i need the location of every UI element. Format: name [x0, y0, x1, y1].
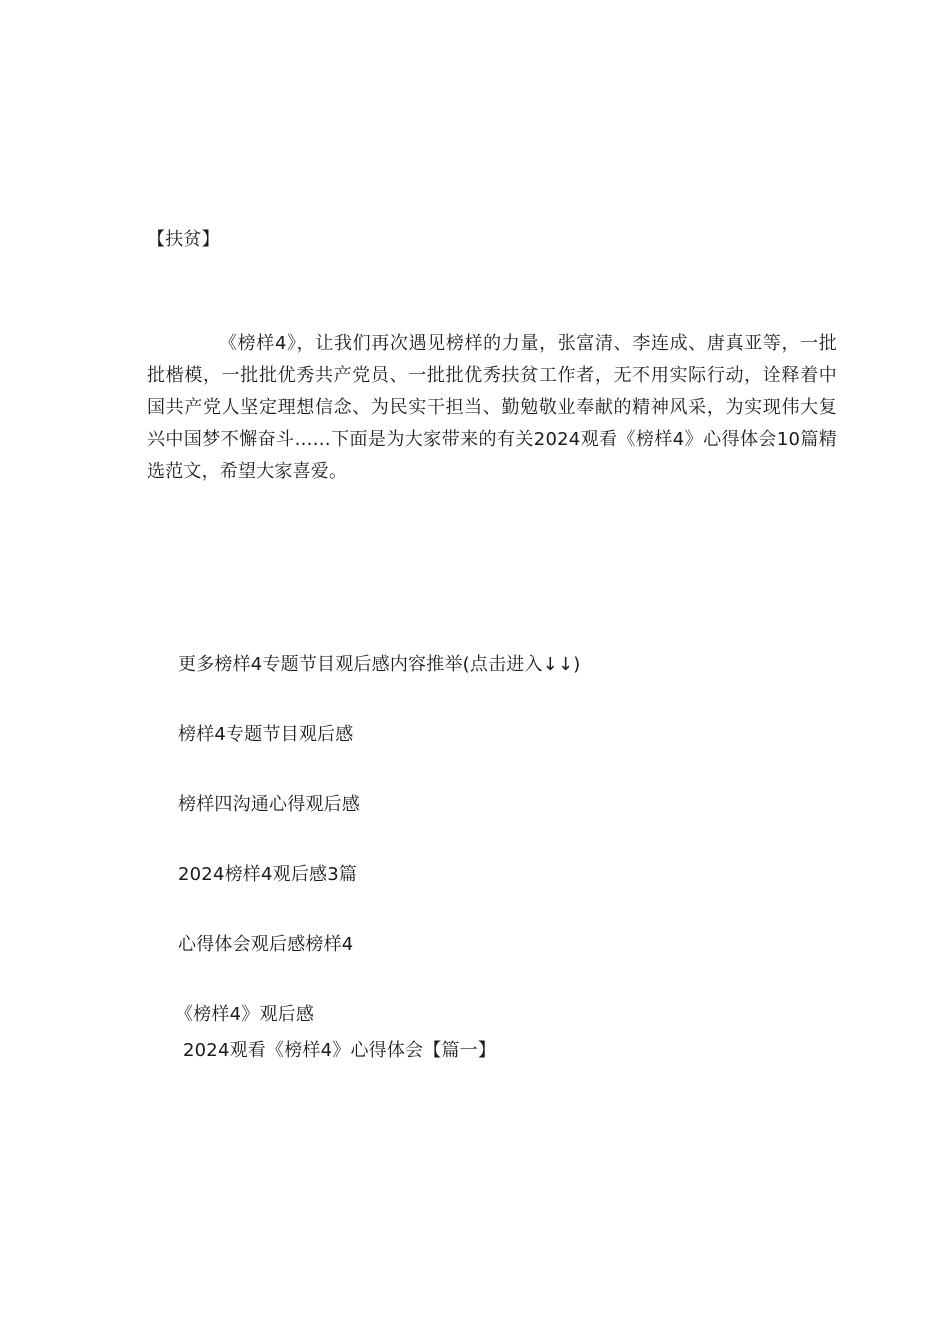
category-tag: 【扶贫】: [147, 229, 220, 250]
recommend-link[interactable]: 榜样4专题节目观后感: [178, 724, 354, 745]
recommend-link[interactable]: 2024榜样4观后感3篇: [178, 864, 358, 885]
recommend-link[interactable]: 榜样四沟通心得观后感: [178, 794, 360, 815]
recommend-link-more[interactable]: 更多榜样4专题节目观后感内容推举(点击进入↓↓): [178, 654, 581, 675]
intro-paragraph: 《榜样4》，让我们再次遇见榜样的力量，张富清、李连成、唐真亚等，一批批楷模，一批批优秀共产党员、一批批优秀扶贫工作者，无不用实际行动，诠释着中国共产党人坚定理想信念、为民实干担当、勤勉敬业奉献的精神风采，为实现伟大复兴中国梦不懈奋斗……下面是为大家带来的有关2024观看《榜样4》心得体会10篇精选范文，希望大家喜爱。: [147, 333, 837, 482]
recommend-link[interactable]: 《榜样4》观后感: [175, 1004, 315, 1025]
recommend-link[interactable]: 心得体会观后感榜样4: [178, 934, 354, 955]
section-heading: 2024观看《榜样4》心得体会【篇一】: [183, 1040, 497, 1061]
